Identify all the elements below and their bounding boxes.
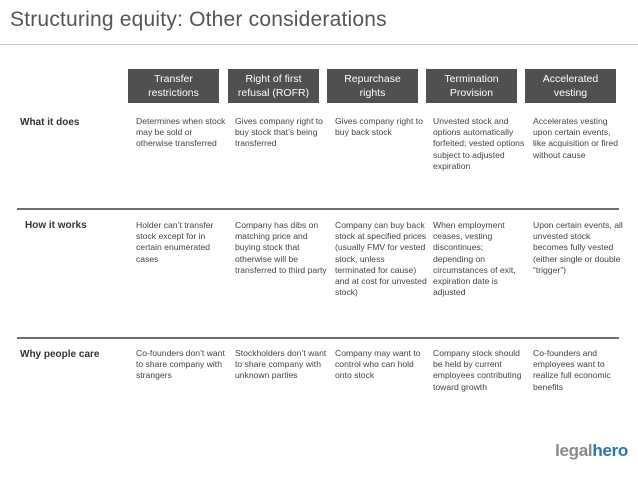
table-cell: Unvested stock and options automatically forfeited; vested options subject to adjusted expiration <box>433 116 525 171</box>
table-cell: Company has dibs on matching price and buying stock that otherwise will be transferred to third party <box>235 220 327 275</box>
column-header-rofr: Right of first refusal (ROFR) <box>228 69 319 103</box>
table-cell: Co-founders and employees want to realize full economic benefits <box>533 348 611 392</box>
logo-text-legal: legal <box>555 441 593 460</box>
legalhero-logo <box>555 441 628 461</box>
table-cell: Upon certain events, all unvested stock becomes fully vested (either single or double “trigger”) <box>533 220 623 275</box>
table-cell: Company may want to control who can hold onto stock <box>335 348 421 381</box>
title-divider <box>0 44 638 45</box>
table-cell: Company can buy back stock at specified prices (usually FMV for vested stock, unless terminated for cause) and at cost for unvested stock) <box>335 220 427 298</box>
column-header-transfer-restrictions: Transfer restrictions <box>128 69 219 103</box>
table-cell: Stockholders don’t want to share company with unknown parties <box>235 348 327 381</box>
table-cell: When employment ceases, vesting discontinues; depending on circumstances of exit, expiration date is adjusted <box>433 220 516 298</box>
row-label-what-it-does: What it does <box>20 117 80 128</box>
table-cell: Gives company right to buy back stock <box>335 116 423 138</box>
column-header-repurchase-rights: Repurchase rights <box>327 69 418 103</box>
table-cell: Co-founders don’t want to share company with strangers <box>136 348 225 381</box>
logo-text-hero: hero <box>592 441 628 460</box>
row-divider <box>17 337 619 339</box>
row-divider <box>17 208 619 210</box>
row-label-how-it-works: How it works <box>25 220 87 231</box>
table-cell: Company stock should be held by current employees contributing toward growth <box>433 348 522 392</box>
page-title: Structuring equity: Other considerations <box>10 8 387 31</box>
row-label-why-people-care: Why people care <box>20 349 100 360</box>
table-cell: Determines when stock may be sold or otherwise transferred <box>136 116 226 149</box>
table-cell: Holder can’t transfer stock except for in certain enumerated cases <box>136 220 214 264</box>
column-header-termination-provision: Termination Provision <box>426 69 517 103</box>
column-header-accelerated-vesting: Accelerated vesting <box>525 69 616 103</box>
table-cell: Gives company right to buy stock that’s being transferred <box>235 116 323 149</box>
table-cell: Accelerates vesting upon certain events, like acquisition or fired without cause <box>533 116 619 160</box>
